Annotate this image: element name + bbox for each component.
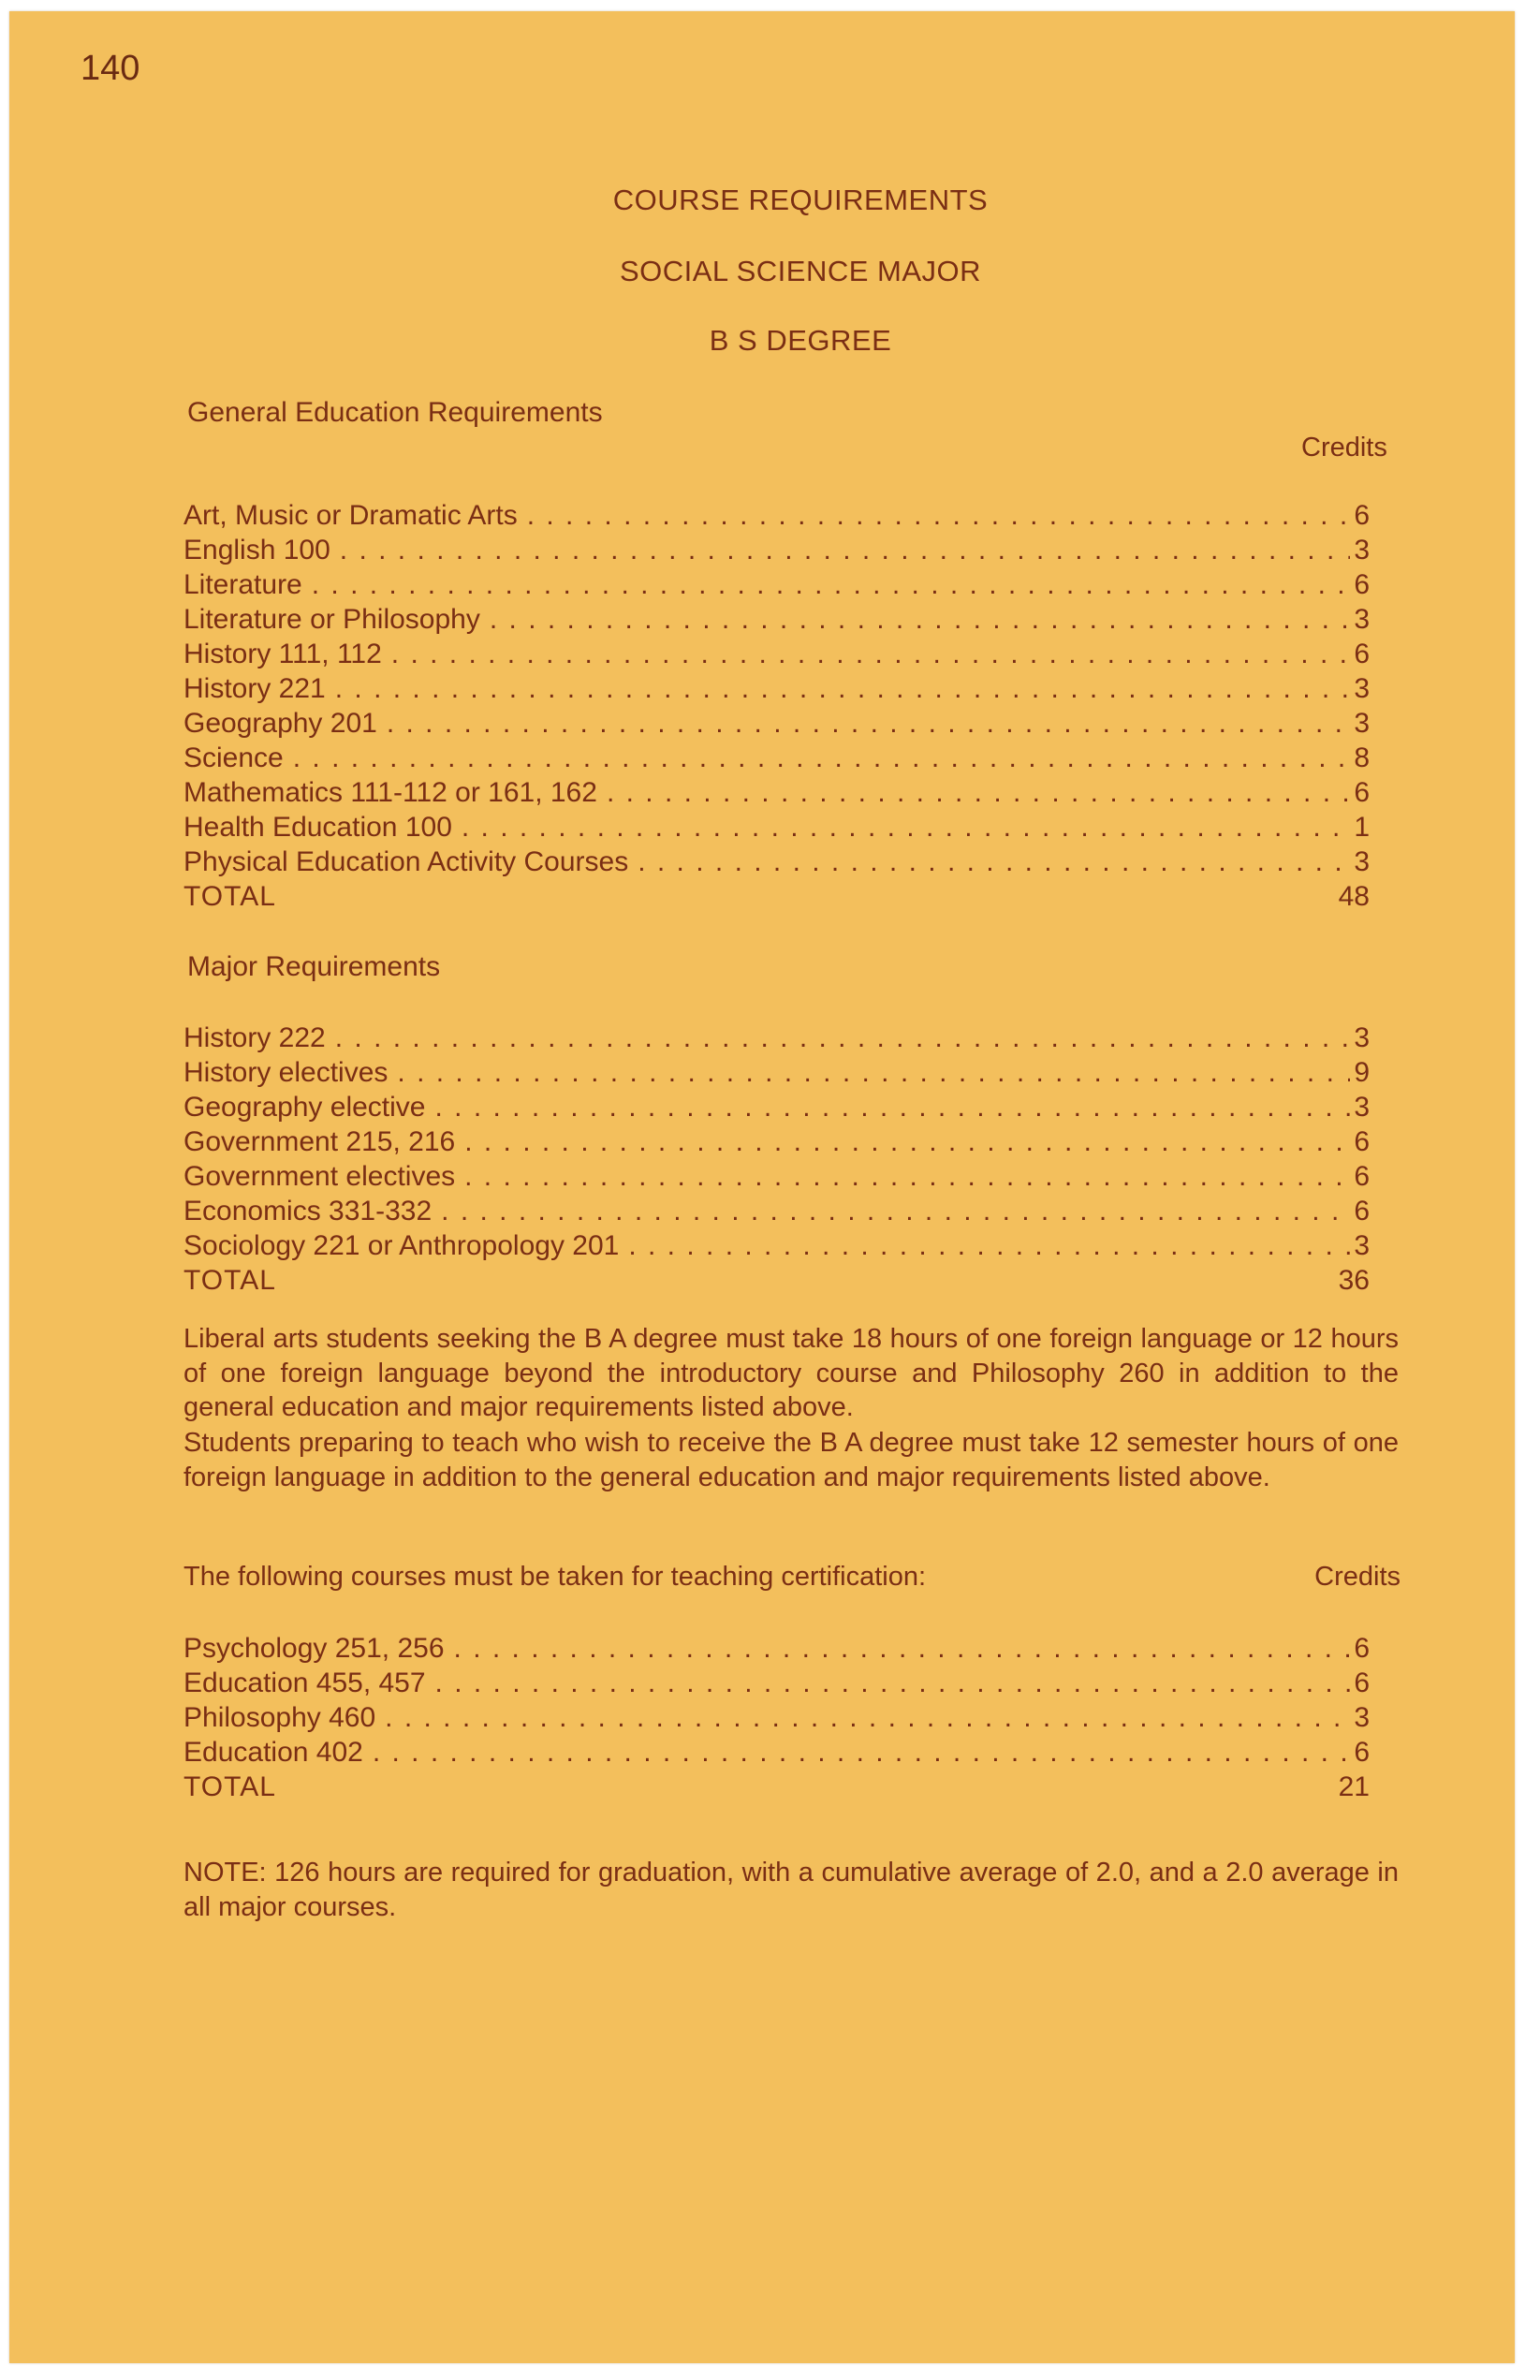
course-label: Education 455, 457 (183, 1667, 426, 1698)
course-credits: 6 (1354, 1196, 1370, 1227)
course-label: Mathematics 111-112 or 161, 162 (183, 777, 597, 808)
course-credits: 3 (1354, 673, 1370, 704)
course-label: Literature or Philosophy (183, 604, 480, 635)
total-label: TOTAL (183, 1265, 276, 1296)
leader-dots (441, 1194, 1350, 1228)
list-item (183, 567, 1370, 602)
liberal-arts-paragraph: Liberal arts students seeking the B A degree must take 18 hours of one foreign language or 12 hours of one foreign language beyond the introductory course and Philosophy 260 in addition to the general education and major requirements listed above. (183, 1324, 1399, 1422)
leader-dots (490, 602, 1350, 637)
leader-dots (628, 1228, 1350, 1263)
leader-dots (464, 1159, 1350, 1194)
teaching-paragraph: Students preparing to teach who wish to receive the B A degree must take 12 semester hours of one foreign language in addition to the general education and major requirements listed above. (183, 1428, 1399, 1492)
course-label: English 100 (183, 535, 330, 566)
course-credits: 6 (1354, 1737, 1370, 1768)
course-label: Education 402 (183, 1737, 363, 1768)
course-label: Health Education 100 (183, 812, 452, 843)
list-item (183, 1228, 1370, 1263)
course-credits: 6 (1354, 1161, 1370, 1192)
course-label: Philosophy 460 (183, 1702, 376, 1733)
leader-dots (385, 1700, 1350, 1735)
list-item (183, 1631, 1370, 1666)
course-credits: 6 (1354, 1667, 1370, 1698)
list-item (183, 602, 1370, 637)
leader-dots (638, 845, 1350, 879)
leader-dots (454, 1631, 1351, 1666)
general-education-list (183, 498, 1370, 914)
course-credits: 3 (1354, 604, 1370, 635)
course-credits: 3 (1354, 1230, 1370, 1261)
course-label: Sociology 221 or Anthropology 201 (183, 1230, 620, 1261)
heading-major: SOCIAL SCIENCE MAJOR (619, 255, 982, 287)
list-item (183, 1194, 1370, 1228)
total-row (183, 879, 1370, 914)
heading-course-requirements: COURSE REQUIREMENTS (612, 184, 989, 216)
course-label: Literature (183, 569, 302, 600)
leader-dots (312, 567, 1351, 602)
course-credits: 3 (1354, 1022, 1370, 1053)
course-credits: 1 (1354, 812, 1370, 843)
heading-degree: B S DEGREE (709, 324, 892, 357)
list-item (183, 1735, 1370, 1770)
course-credits: 3 (1354, 846, 1370, 877)
list-item (183, 1124, 1370, 1159)
course-label: Geography 201 (183, 708, 377, 739)
course-credits: 6 (1354, 777, 1370, 808)
total-value: 48 (1338, 881, 1370, 912)
page-number: 140 (81, 49, 140, 88)
course-label: Geography elective (183, 1092, 426, 1123)
leader-dots (435, 1666, 1351, 1700)
list-item (183, 1021, 1370, 1055)
list-item (183, 671, 1370, 706)
course-label: Psychology 251, 256 (183, 1633, 445, 1664)
course-credits: 6 (1354, 1126, 1370, 1157)
graduation-note: NOTE: 126 hours are required for graduation, with a cumulative average of 2.0, and a 2.0 average in all major courses. (183, 1858, 1399, 1922)
leader-dots (335, 1021, 1351, 1055)
course-label: History electives (183, 1057, 389, 1088)
course-credits: 3 (1354, 535, 1370, 566)
course-credits: 3 (1354, 1702, 1370, 1733)
general-credits-header: Credits (1301, 433, 1387, 463)
course-credits: 6 (1354, 1633, 1370, 1664)
list-item (183, 741, 1370, 775)
course-label: Government 215, 216 (183, 1126, 456, 1157)
course-label: History 222 (183, 1022, 326, 1053)
leader-dots (435, 1090, 1351, 1124)
leader-dots (340, 533, 1351, 567)
list-item (183, 1159, 1370, 1194)
list-item (183, 1666, 1370, 1700)
course-label: Science (183, 742, 284, 773)
list-item (183, 1700, 1370, 1735)
leader-dots (607, 775, 1350, 810)
list-item (183, 810, 1370, 845)
course-label: Economics 331-332 (183, 1196, 433, 1227)
leader-dots (462, 810, 1350, 845)
major-requirements-title: Major Requirements (187, 951, 441, 982)
list-item (183, 845, 1370, 879)
list-item (183, 1055, 1370, 1090)
leader-dots (397, 1055, 1350, 1090)
leader-dots (387, 706, 1350, 741)
list-item (183, 1090, 1370, 1124)
list-item (183, 775, 1370, 810)
leader-dots (527, 498, 1351, 533)
leader-dots (335, 671, 1351, 706)
course-credits: 3 (1354, 1092, 1370, 1123)
certification-list (183, 1631, 1370, 1804)
total-value: 21 (1338, 1771, 1370, 1802)
major-requirements-list (183, 1021, 1370, 1298)
course-credits: 9 (1354, 1057, 1370, 1088)
course-label: Art, Music or Dramatic Arts (183, 500, 518, 531)
course-label: Physical Education Activity Courses (183, 846, 629, 877)
total-row (183, 1770, 1370, 1804)
course-credits: 6 (1354, 639, 1370, 669)
leader-dots (373, 1735, 1350, 1770)
leader-dots (464, 1124, 1350, 1159)
course-label: History 111, 112 (183, 639, 382, 669)
total-row (183, 1263, 1370, 1298)
course-label: Government electives (183, 1161, 456, 1192)
total-label: TOTAL (183, 1771, 276, 1802)
leader-dots (391, 637, 1351, 671)
course-label: History 221 (183, 673, 326, 704)
list-item (183, 706, 1370, 741)
total-label: TOTAL (183, 881, 276, 912)
certification-credits-header: Credits (1314, 1562, 1401, 1592)
course-credits: 6 (1354, 500, 1370, 531)
total-value: 36 (1338, 1265, 1370, 1296)
course-credits: 3 (1354, 708, 1370, 739)
list-item (183, 637, 1370, 671)
course-credits: 6 (1354, 569, 1370, 600)
list-item (183, 498, 1370, 533)
course-credits: 8 (1354, 742, 1370, 773)
general-education-title: General Education Requirements (187, 397, 603, 428)
list-item (183, 533, 1370, 567)
leader-dots (293, 741, 1351, 775)
certification-intro: The following courses must be taken for teaching certification: (183, 1562, 927, 1592)
certification-intro-line (183, 1562, 1401, 1593)
